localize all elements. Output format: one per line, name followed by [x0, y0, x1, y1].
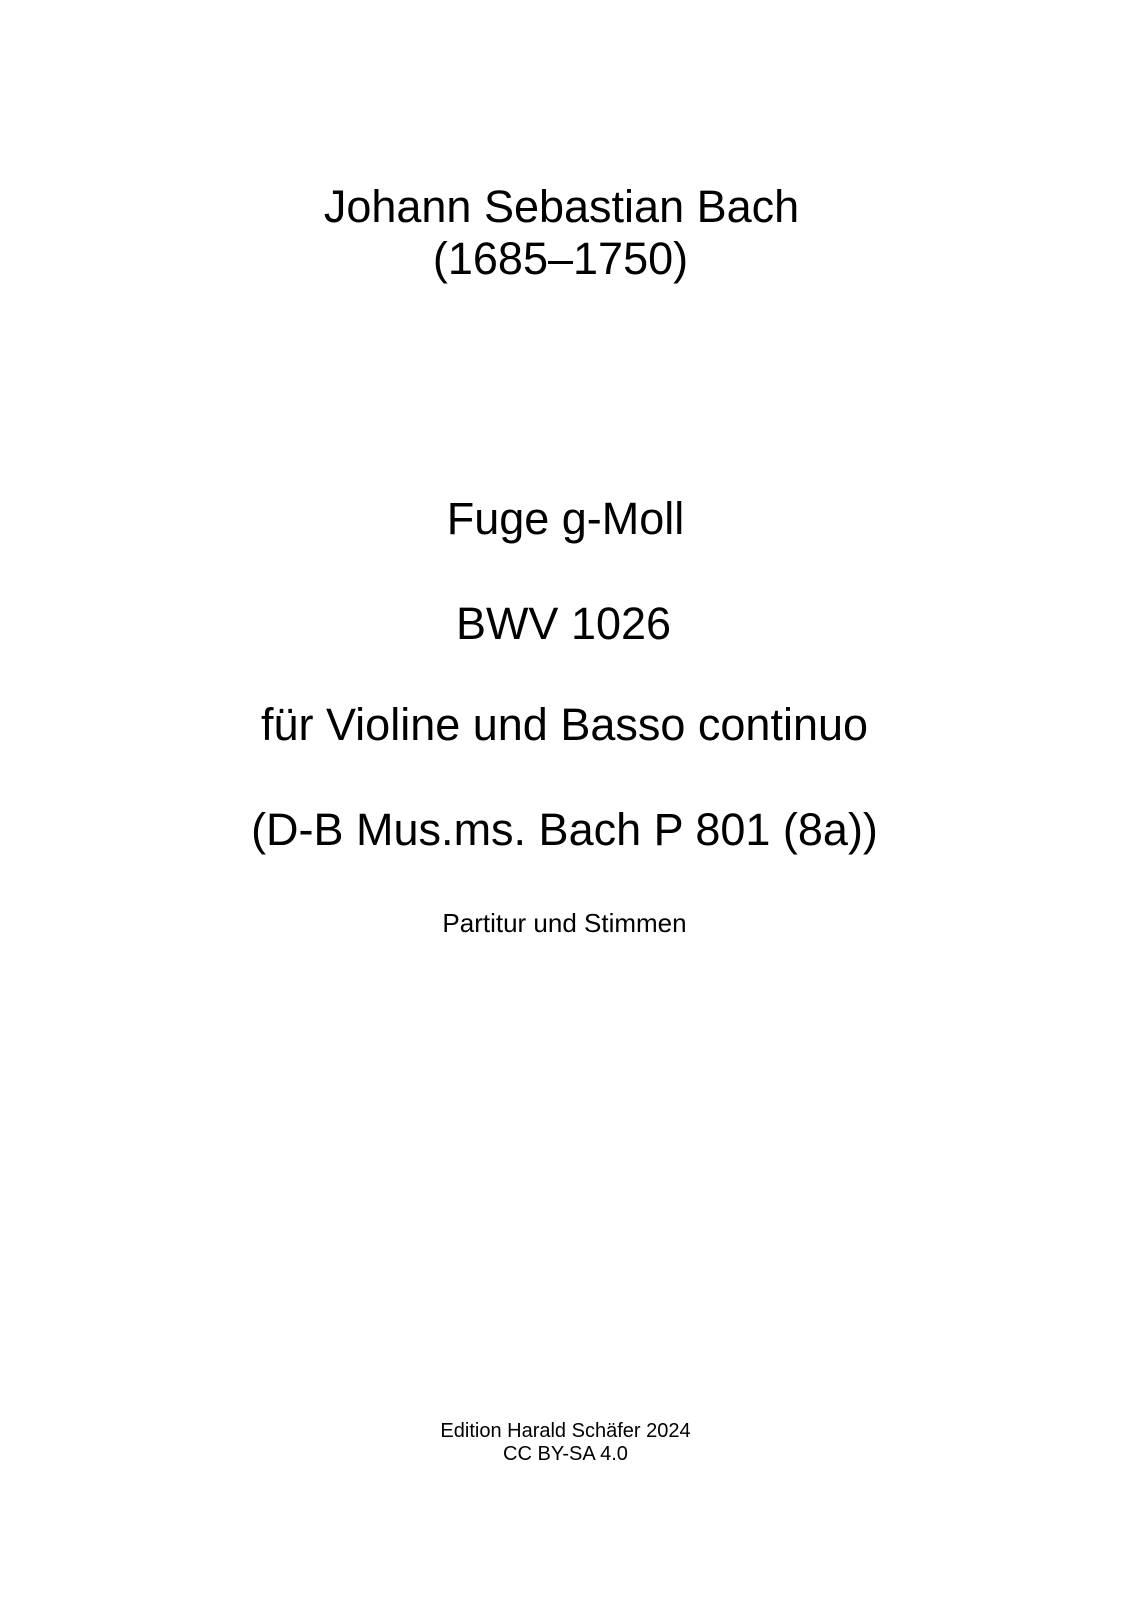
edition-credit: Edition Harald Schäfer 2024 — [440, 1420, 691, 1442]
composer-name: Johann Sebastian Bach — [323, 181, 800, 232]
catalog-number: BWV 1026 — [455, 598, 672, 649]
work-title: Fuge g-Moll — [446, 493, 685, 544]
edition-format: Partitur und Stimmen — [442, 908, 687, 938]
source-manuscript: (D-B Mus.ms. Bach P 801 (8a)) — [251, 804, 878, 855]
composer-dates: (1685–1750) — [432, 233, 689, 284]
instrumentation: für Violine und Basso continuo — [260, 699, 869, 750]
license: CC BY-SA 4.0 — [503, 1443, 628, 1465]
